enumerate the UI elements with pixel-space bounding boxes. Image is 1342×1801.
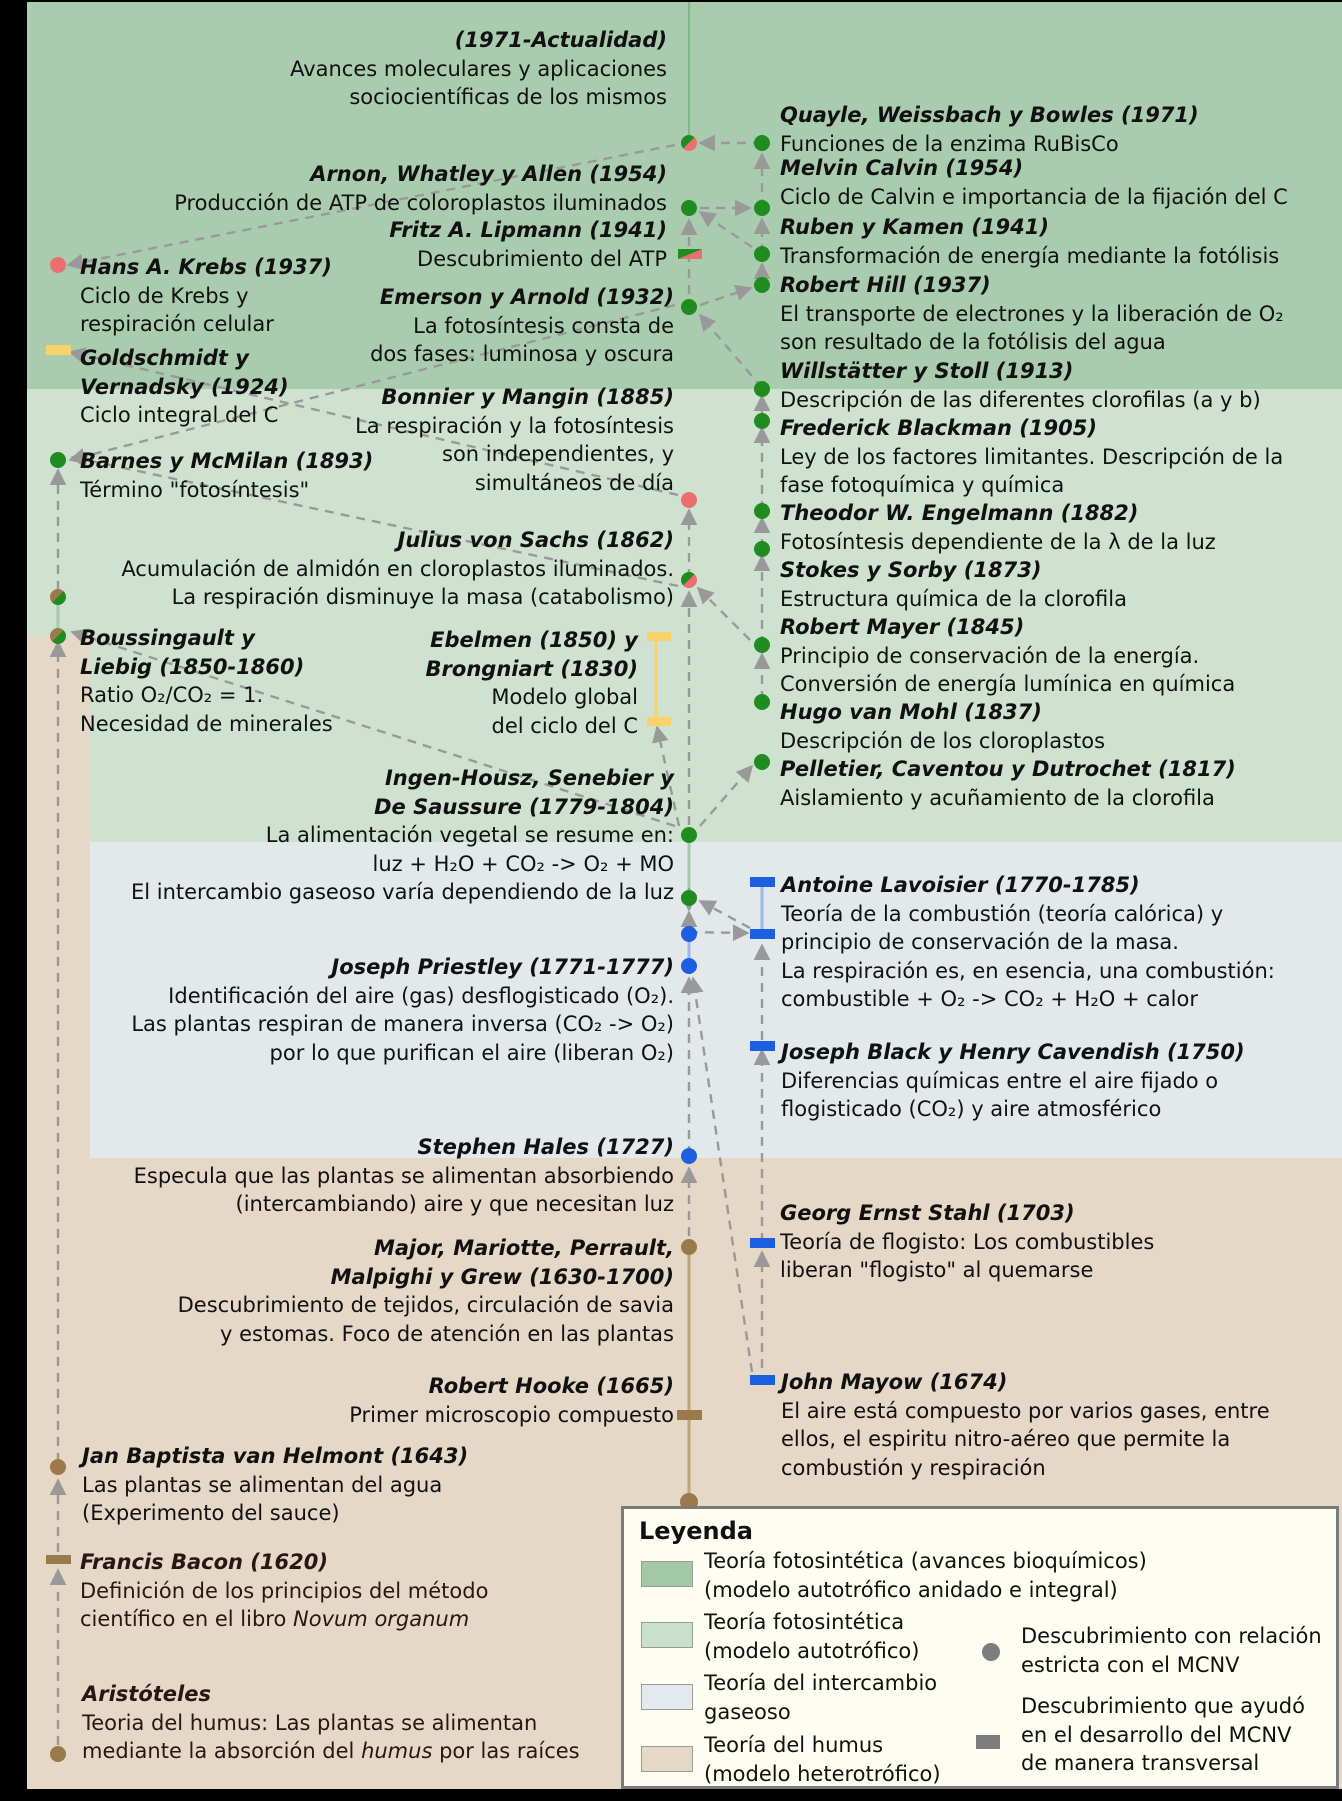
event-mayow: John Mayow (1674) El aire está compuesto por varios gases, entre ellos, el espiritu nitro-aéreo que permite la combustión y respiración (781, 1370, 1270, 1480)
event-helmont: Jan Baptista van Helmont (1643) Las plantas se alimentan del agua (Experimento del sauce) (82, 1444, 469, 1525)
event-actualidad: (1971-Actualidad) Avances moleculares y aplicaciones sociocientíficas de los mismos (290, 28, 667, 109)
event-sachs: Julius von Sachs (1862) Acumulación de almidón en cloroplastos iluminados. La respiración disminuye la masa (catabolismo) (121, 528, 674, 609)
legend-swatch-autotrophic (641, 1622, 693, 1648)
event-bonnier: Bonnier y Mangin (1885) La respiración y la fotosíntesis son independientes, y simultáneos de día (355, 385, 674, 495)
event-priestley: Joseph Priestley (1771-1777) Identificación del aire (gas) desflogisticado (O₂). Las plantas respiran de manera inversa (CO₂ -> O₂) por lo que purifican el aire (liberan O₂) (131, 955, 674, 1065)
event-pelletier: Pelletier, Caventou y Dutrochet (1817) Aislamiento y acuñamiento de la clorofila (780, 757, 1236, 810)
event-black-cavendish: Joseph Black y Henry Cavendish (1750) Diferencias químicas entre el aire fijado o flogisticado (CO₂) y aire atmosférico (781, 1040, 1245, 1121)
legend-circle-icon (982, 1643, 1000, 1661)
event-ruben: Ruben y Kamen (1941) Transformación de energía mediante la fotólisis (780, 215, 1280, 268)
event-blackman: Frederick Blackman (1905) Ley de los factores limitantes. Descripción de la fase fotoquímica y química (780, 416, 1284, 497)
event-lipmann: Fritz A. Lipmann (1941) Descubrimiento del ATP (389, 218, 667, 271)
event-boussingault: Boussingault y Liebig (1850-1860) Ratio O₂/CO₂ = 1. Necesidad de minerales (80, 626, 333, 736)
event-major: Major, Mariotte, Perrault, Malpighi y Grew (1630-1700) Descubrimiento de tejidos, circulación de savia y estomas. Foco de atención en las plantas (177, 1236, 674, 1346)
legend-bar-icon (976, 1735, 1000, 1749)
event-ingenhousz: Ingen-Housz, Senebier y De Saussure (1779-1804) La alimentación vegetal se resume en: luz + H₂O + CO₂ -> O₂ + MO El intercambio gaseoso varía dependiendo de la luz (130, 766, 674, 904)
event-krebs: Hans A. Krebs (1937) Ciclo de Krebs y respiración celular (80, 255, 332, 336)
legend-label-strict: Descubrimiento con relación estricta con el MCNV (1021, 1624, 1322, 1677)
event-mohl: Hugo van Mohl (1837) Descripción de los cloroplastos (780, 700, 1106, 753)
event-hales: Stephen Hales (1727) Especula que las plantas se alimentan absorbiendo (intercambiando) aire y que necesitan luz (133, 1135, 674, 1216)
legend-label-gas-exchange: Teoría del intercambio gaseoso (704, 1671, 938, 1724)
event-lavoisier: Antoine Lavoisier (1770-1785) Teoría de la combustión (teoría calórica) y principio de conservación de la masa. La respiración es, en esencia, una combustión: combustible + O₂ -> CO₂ + H₂O + calor (781, 873, 1275, 1011)
legend-swatch-humus (641, 1746, 693, 1772)
event-willstatter: Willstätter y Stoll (1913) Descripción de las diferentes clorofilas (a y b) (780, 359, 1261, 412)
legend-label-autotrophic: Teoría fotosintética (modelo autotrófico) (704, 1610, 920, 1663)
event-bacon: Francis Bacon (1620) Definición de los principios del método científico en el libro Novum organum (80, 1550, 489, 1631)
event-mayer: Robert Mayer (1845) Principio de conservación de la energía. Conversión de energía lumínica en química (780, 615, 1236, 696)
legend-label-biochemical: Teoría fotosintética (avances bioquímicos) (modelo autotrófico anidado e integral) (704, 1549, 1147, 1602)
node-actualidad (681, 135, 697, 151)
legend (621, 1506, 1339, 1789)
event-ebelmen: Ebelmen (1850) y Brongniart (1830) Modelo global del ciclo del C (425, 628, 638, 738)
legend-label-humus: Teoría del humus (modelo heterotrófico) (704, 1733, 941, 1786)
event-quayle: Quayle, Weissbach y Bowles (1971) Funciones de la enzima RuBisCo (780, 103, 1199, 156)
legend-title: Leyenda (639, 1517, 753, 1545)
event-calvin: Melvin Calvin (1954) Ciclo de Calvin e importancia de la fijación del C (780, 156, 1288, 209)
legend-swatch-gas-exchange (641, 1684, 693, 1710)
event-hooke: Robert Hooke (1665) Primer microscopio compuesto (349, 1374, 674, 1427)
event-goldschmidt: Goldschmidt y Vernadsky (1924) Ciclo integral del C (80, 346, 289, 427)
event-hill: Robert Hill (1937) El transporte de electrones y la liberación de O₂ son resultado de la fotólisis del agua (780, 273, 1284, 354)
event-stahl: Georg Ernst Stahl (1703) Teoría de flogisto: Los combustibles liberan "flogisto" al quemarse (780, 1201, 1155, 1282)
event-barnes: Barnes y McMilan (1893) Término "fotosíntesis" (80, 449, 374, 502)
event-arnon: Arnon, Whatley y Allen (1954) Producción de ATP de coloroplastos iluminados (174, 162, 667, 215)
event-stokes: Stokes y Sorby (1873) Estructura química de la clorofila (780, 558, 1127, 611)
legend-swatch-biochemical (641, 1561, 693, 1587)
event-aristoteles: Aristóteles Teoria del humus: Las plantas se alimentan mediante la absorción del humus por las raíces (82, 1682, 580, 1763)
legend-label-transversal: Descubrimiento que ayudó en el desarrollo del MCNV de manera transversal (1021, 1694, 1305, 1775)
event-emerson: Emerson y Arnold (1932) La fotosíntesis consta de dos fases: luminosa y oscura (370, 285, 674, 366)
event-engelmann: Theodor W. Engelmann (1882) Fotosíntesis dependiente de la λ de la luz (780, 501, 1216, 554)
